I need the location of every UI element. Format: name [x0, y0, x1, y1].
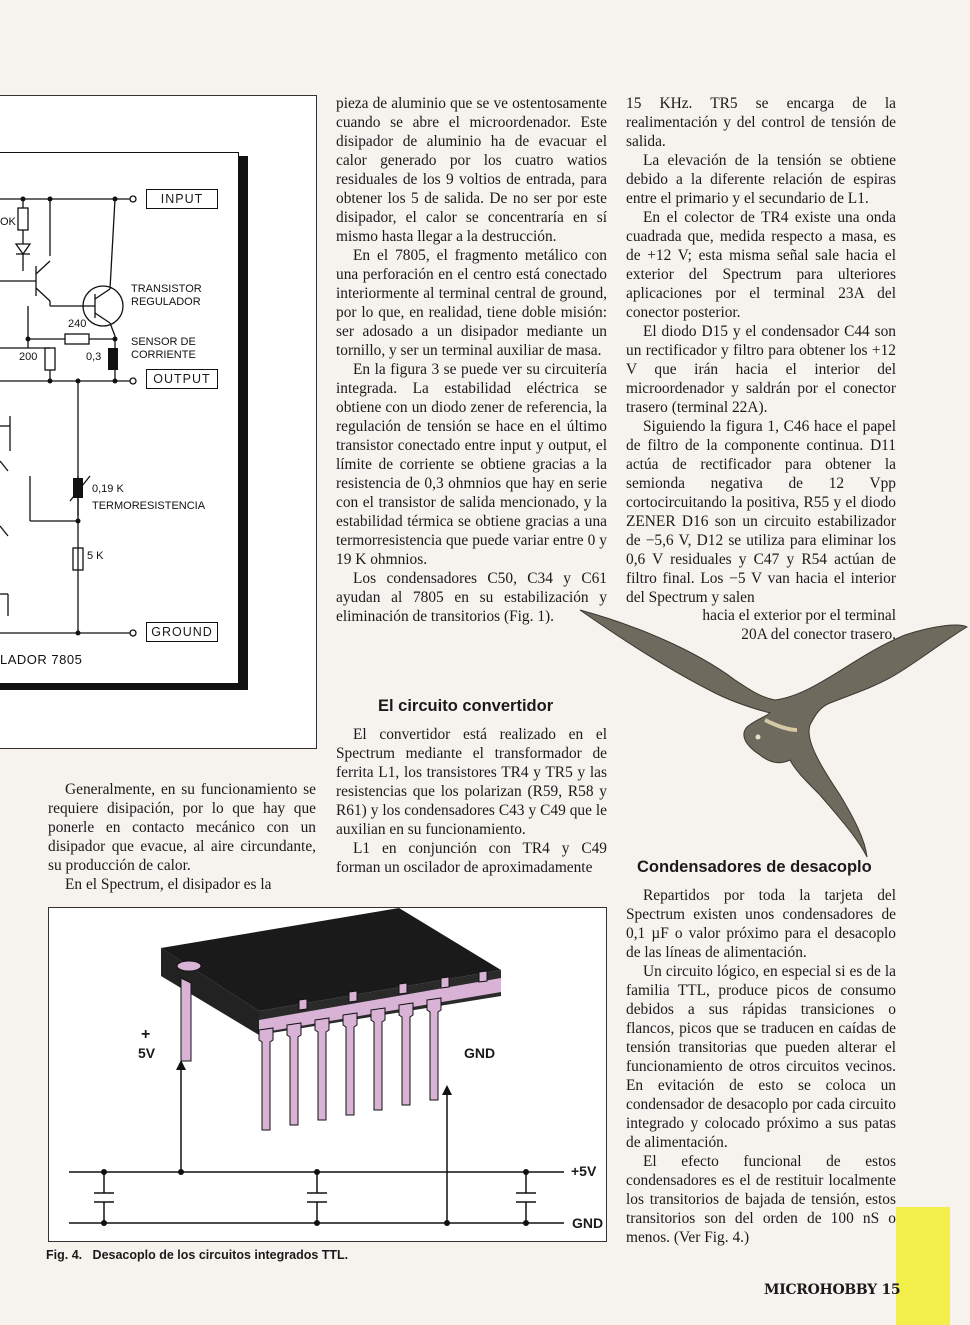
figure-4-caption: [46, 1248, 348, 1262]
page-number: 15: [881, 1282, 901, 1298]
paragraph: Generalmente, en su funcionamiento se requiere disipación, por lo que hay que ponerle en contacto mecánico con un disipador que evacue, al aire circundante, su producción de calor.: [48, 781, 316, 874]
gnd-label: GND: [464, 1045, 496, 1061]
column-3-wrap-line-1: hacia el exterior por el terminal: [702, 607, 896, 624]
paragraph: 15 KHz. TR5 se encarga de la realimentación y del control de tensión de salida.: [626, 95, 896, 150]
input-terminal-box: INPUT: [146, 189, 218, 209]
magazine-name: MICROHOBBY: [764, 1282, 877, 1298]
paragraph: L1 en conjunción con TR4 y C49 forman un oscilador de aproximadamente: [336, 840, 607, 876]
paragraph: Un circuito lógico, en especial si es de la familia TTL, produce picos de consumo debidos a sus rápidas transiciones o flancos, picos que se traducen en caídas de tensión transitorias que pueden alterar el funcionamiento de otros circuitos vecinos. En evitación de esto se coloca un condensador de desacoplo por cada circuito integrado y colocado próximo a sus patas de alimentación.: [626, 963, 896, 1151]
figure-4: [48, 907, 607, 1242]
circuit-caption: LADOR 7805: [0, 652, 83, 667]
yellow-page-tab: [896, 1207, 950, 1325]
resistor-03-label: 0,3: [86, 351, 102, 363]
column-3-text: [626, 94, 896, 607]
paragraph: En el colector de TR4 existe una onda cuadrada que, medida respecto a masa, es de +12 V; esta misma señal sale hacia el exterior del Spectrum para ulteriores aplicaciones por el terminal 23A del conector posterior.: [626, 209, 896, 321]
column-3-wrap-line-2: 20A del conector trasero.: [741, 626, 896, 643]
resistor-200-label: 200: [19, 351, 38, 363]
ground-terminal-box: GROUND: [146, 622, 218, 642]
column-2-text: [336, 94, 607, 626]
paragraph: En el Spectrum, el disipador es la: [65, 876, 272, 893]
paragraph: El convertidor está realizado en el Spectrum mediante el transformador de ferrita L1, los transistores TR4 y TR5 y las resistencias que los polarizan (R59, R58 y R61) y los condensadores C43 y C49 que le auxilian en su funcionamiento.: [336, 726, 607, 838]
transistor-label: TRANSISTOR REGULADOR: [131, 283, 202, 308]
dragon-illustration: [575, 605, 970, 860]
paragraph: Siguiendo la figura 1, C46 hace el papel de filtro de la componente continua. D11 actúa de rectificador para obtener la semionda negativa de 12 Vpp cortocircuitando la positiva, R55 y el diodo ZENER D16 son un circuito estabilizador de −5,6 V, D12 se utiliza para eliminar los 0,6 V residuales y C47 y R54 actúan de filtro final. Los −5 V van hacia el interior del Spectrum y salen: [626, 418, 896, 606]
footer: [764, 1282, 900, 1298]
thermistor-value-label: 0,19 K: [92, 483, 124, 495]
sensor-label: SENSOR DE CORRIENTE: [131, 336, 196, 361]
resistor-5k-label: 5 K: [87, 550, 104, 562]
circuit-label-ok: OK: [0, 216, 16, 228]
paragraph: En el 7805, el fragmento metálico con una perforación en el centro está conectado interiormente al terminal central de ground, por lo que, en realidad, tiene doble misión: ser adosado a un disipador mediante un tornillo, y ser un terminal auxiliar de masa.: [336, 247, 607, 359]
five-volt-label: 5V: [138, 1045, 156, 1061]
caption-text: Desacoplo de los circuitos integrados TTL.: [92, 1248, 349, 1262]
paragraph: El diodo D15 y el condensador C44 son un rectificador y filtro para obtener los +12 V que irán hacia el interior del microordenador y saldrán por el conector trasero (terminal 22A).: [626, 323, 896, 416]
heading-condensadores: Condensadores de desacoplo: [637, 858, 872, 876]
circuit-figure: [0, 95, 317, 749]
ic-decoupling-diagram: [49, 908, 606, 1241]
paragraph: La elevación de la tensión se obtiene debido a la diferente relación de espiras entre el primario y el secundario de L1.: [626, 152, 896, 207]
paragraph: En la figura 3 se puede ver su circuitería integrada. La estabilidad eléctrica se obtiene con un diodo zener de referencia, la regulación de tensión se hace en el último transistor conectado entre input y output, el límite de corriente se obtiene gracias a la resistencia de 0,3 ohmnios que hay en serie con el transistor de salida mencionado, y la estabilidad térmica se obtiene gracias a una termorresistencia que puede variar entre 0 y 19 K ohmnios.: [336, 361, 607, 568]
rail-5v-label: +5V: [571, 1163, 597, 1179]
output-terminal-box: OUTPUT: [146, 369, 218, 389]
heading-convertidor: El circuito convertidor: [378, 697, 554, 715]
caption-number: Fig. 4.: [46, 1248, 83, 1262]
rail-gnd-label: GND: [572, 1215, 604, 1231]
paragraph: El efecto funcional de estos condensadores es el de restituir localmente los transitorios de bajada de tensión, estos transitorios son del orden de 100 nS o menos. (Ver Fig. 4.): [626, 1153, 896, 1246]
column-1-text: [48, 780, 316, 894]
column-3-text-lower: [626, 886, 896, 1247]
column-2-text-lower: [336, 725, 607, 877]
resistor-240-label: 240: [68, 318, 87, 330]
paragraph: Los condensadores C50, C34 y C61 ayudan al 7805 en su estabilización y eliminación de transitorios (Fig. 1).: [336, 570, 607, 625]
paragraph: pieza de aluminio que se ve ostentosamente cuando se abre el microordenador. Este disipador de aluminio ha de evacuar el calor generado por los cuatro watios residuales de los 9 voltios de entrada, para obtener los 5 de salida. De no ser por este disipador, el calor se concentraría en sí mismo hasta llegar a la destrucción.: [336, 95, 607, 245]
thermistor-label: TERMORESISTENCIA: [92, 500, 206, 512]
paragraph: Repartidos por toda la tarjeta del Spectrum existen unos condensadores de 0,1 µF o valor próximo para el desacoplo de las líneas de alimentación.: [626, 887, 896, 961]
plus-label: +: [141, 1026, 151, 1043]
